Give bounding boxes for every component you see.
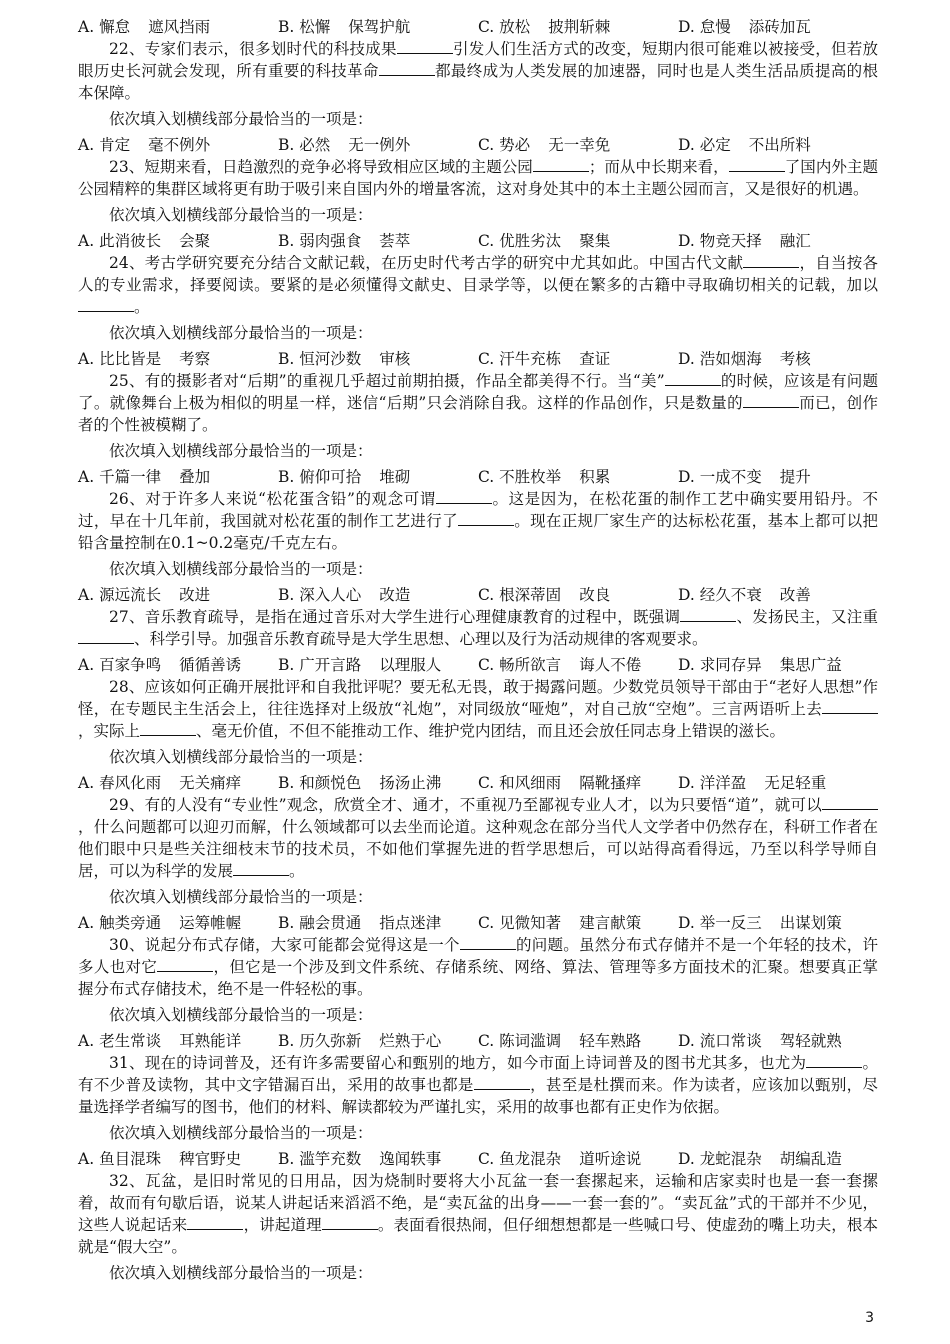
question-prompt: 依次填入划横线部分最恰当的一项是：: [109, 748, 373, 766]
blank: [436, 488, 492, 504]
q23-option-b: B. 弱肉强食 荟萃: [278, 232, 411, 250]
q30-option-a: A. 老生常谈 耳熟能详: [78, 1032, 242, 1050]
q23-option-c: C. 优胜劣汰 聚集: [478, 232, 611, 250]
question-prompt: 依次填入划横线部分最恰当的一项是：: [109, 442, 373, 460]
q25-option-c: C. 不胜枚举 积累: [478, 468, 611, 486]
q23-option-a: A. 此消彼长 会聚: [78, 232, 211, 250]
q26-option-a: A. 源远流长 改进: [78, 586, 211, 604]
q29-option-d: D. 举一反三 出谋划策: [678, 914, 842, 932]
q21-option-b: B. 松懈 保驾护航: [278, 18, 411, 36]
q31-options: [78, 1148, 878, 1170]
q23-option-d: D. 物竞天择 融汇: [678, 232, 811, 250]
question-prompt: 依次填入划横线部分最恰当的一项是：: [109, 1006, 373, 1024]
blank: [397, 38, 453, 54]
q26-option-b: B. 深入人心 改造: [278, 586, 411, 604]
question-30: 30、说起分布式存储，大家可能都会觉得这是一个 的问题。虽然分布式存储并不是一个年轻的技术，许多人也对它 ，但它是一个涉及到文件系统、存储系统、网络、算法、管理等多方面技术的汇聚。想要真正掌握分布式存储技术，绝不是一件轻松的事。: [78, 936, 878, 998]
page-number: 3: [865, 1310, 874, 1326]
question-29: 29、有的人没有“专业性”观念，欣赏全才、通才，不重视乃至鄙视专业人才，以为只要悟“道”，就可以，什么问题都可以迎刃而解，什么领域都可以去坐而论道。这种观念在部分当代人文学者中仍然存在，科研工作者在他们眼中只是些关注细枝末节的技术员，不如他们掌握先进的哲学思想后，可以站得高看得远，乃至以科学导师自居，可以为科学的发展 。: [78, 796, 878, 880]
blank: [806, 1052, 862, 1068]
q24-options: [78, 348, 878, 370]
q28-option-a: A. 春风化雨 无关痛痒: [78, 774, 242, 792]
q28-option-c: C. 和风细雨 隔靴搔痒: [478, 774, 642, 792]
question-prompt: 依次填入划横线部分最恰当的一项是：: [109, 110, 373, 128]
blank: [379, 60, 435, 76]
blank: [78, 628, 134, 644]
q30-option-c: C. 陈词滥调 轻车熟路: [478, 1032, 642, 1050]
question-22: 22、专家们表示，很多划时代的科技成果 引发人们生活方式的改变，短期内很可能难以被接受，但若放眼历史长河就会发现，所有重要的科技革命 都最终成为人类发展的加速器，同时也是人类生活品质提高的根本保障。: [78, 40, 878, 102]
blank: [533, 156, 589, 172]
q31-option-c: C. 鱼龙混杂 道听途说: [478, 1150, 642, 1168]
blank: [157, 956, 213, 972]
blank: [187, 1214, 243, 1230]
q22-option-d: D. 必定 不出所料: [678, 136, 811, 154]
q27-option-b: B. 广开言路 以理服人: [278, 656, 442, 674]
q29-option-b: B. 融会贯通 指点迷津: [278, 914, 442, 932]
question-31: 31、现在的诗词普及，还有许多需要留心和甄别的地方，如今市面上诗词普及的图书尤其多，也尤为 。有不少普及读物，其中文字错漏百出，采用的故事也都是 ，甚至是杜撰而来。作为读者，应该加以甄别，尽量选择学者编写的图书，他们的材料、解读都较为严谨扎实，采用的故事也都有正史作为依据。: [78, 1054, 878, 1116]
question-24: 24、考古学研究要充分结合文献记载，在历史时代考古学的研究中尤其如此。中国古代文献 ，自当按各人的专业需求，择要阅读。要紧的是必须懂得文献史、目录学等，以便在繁多的古籍中寻取确切相关的记载，加以。: [78, 254, 878, 316]
q24-option-c: C. 汗牛充栋 查证: [478, 350, 611, 368]
q30-options: [78, 1030, 878, 1052]
q31-option-d: D. 龙蛇混杂 胡编乱造: [678, 1150, 842, 1168]
document-page: [78, 12, 878, 1284]
question-28: 28、应该如何正确开展批评和自我批评呢？要无私无畏，敢于揭露问题。少数党员领导干部由于“老好人思想”作怪，在专题民主生活会上，往往选择对上级放“礼炮”，对同级放“哑炮”，对自己放“空炮”。三言两语听上去，实际上 、毫无价值，不但不能推动工作、维护党内团结，而且还会放任同志身上错误的滋长。: [78, 678, 878, 740]
question-prompt: 依次填入划横线部分最恰当的一项是：: [109, 206, 373, 224]
q29-option-a: A. 触类旁通 运筹帷幄: [78, 914, 242, 932]
q26-option-d: D. 经久不衰 改善: [678, 586, 811, 604]
blank: [474, 1074, 530, 1090]
blank: [822, 794, 878, 810]
q28-options: [78, 772, 878, 794]
q28-option-d: D. 洋洋盈 无足轻重: [678, 774, 827, 792]
question-prompt: 依次填入划横线部分最恰当的一项是：: [109, 1264, 373, 1282]
blank: [233, 860, 289, 876]
q22-options: [78, 134, 878, 156]
q22-option-b: B. 必然 无一例外: [278, 136, 411, 154]
q21-option-a: A. 懈怠 遮风挡雨: [78, 18, 211, 36]
q30-option-b: B. 历久弥新 烂熟于心: [278, 1032, 442, 1050]
question-prompt: 依次填入划横线部分最恰当的一项是：: [109, 1124, 373, 1142]
blank: [322, 1214, 378, 1230]
question-prompt: 依次填入划横线部分最恰当的一项是：: [109, 324, 373, 342]
blank: [665, 370, 721, 386]
q28-option-b: B. 和颜悦色 扬汤止沸: [278, 774, 442, 792]
question-32: 32、瓦盆，是旧时常见的日用品，因为烧制时要将大小瓦盆一套一套摞起来，运输和店家卖时也是一套一套摞着，故而有句歇后语，说某人讲起话来滔滔不绝，是“卖瓦盆的出身——一套一套的”。“卖瓦盆”式的干部并不少见，这些人说起话来 ，讲起道理 。表面看很热闹，但仔细想想都是一些喊口号、使虚劲的嘴上功夫，根本就是“假大空”。: [78, 1172, 878, 1256]
blank: [458, 510, 514, 526]
q22-option-a: A. 肯定 毫不例外: [78, 136, 211, 154]
q31-option-a: A. 鱼目混珠 稗官野史: [78, 1150, 242, 1168]
question-prompt: 依次填入划横线部分最恰当的一项是：: [109, 560, 373, 578]
question-23: 23、短期来看，日趋激烈的竞争必将导致相应区域的主题公园 ；而从中长期来看， 了国内外主题公园精粹的集群区域将更有助于吸引来自国内外的增量客流，这对身处其中的本土主题公园而言，又是很好的机遇。: [78, 158, 878, 198]
q25-option-d: D. 一成不变 提升: [678, 468, 811, 486]
q27-options: [78, 654, 878, 676]
question-prompt: 依次填入划横线部分最恰当的一项是：: [109, 888, 373, 906]
blank: [78, 296, 134, 312]
q30-option-d: D. 流口常谈 驾轻就熟: [678, 1032, 842, 1050]
blank: [729, 156, 785, 172]
blank: [460, 934, 516, 950]
q25-option-a: A. 千篇一律 叠加: [78, 468, 211, 486]
q21-option-c: C. 放松 披荆斩棘: [478, 18, 611, 36]
q26-options: [78, 584, 878, 606]
blank: [822, 698, 878, 714]
q23-options: [78, 230, 878, 252]
q25-options: [78, 466, 878, 488]
q21-options: [78, 16, 878, 38]
q26-option-c: C. 根深蒂固 改良: [478, 586, 611, 604]
blank: [680, 606, 736, 622]
q22-option-c: C. 势必 无一幸免: [478, 136, 611, 154]
q29-options: [78, 912, 878, 934]
blank: [140, 720, 196, 736]
question-26: 26、对于许多人来说“松花蛋含铅”的观念可谓 。这是因为，在松花蛋的制作工艺中确实要用铅丹。不过，早在十几年前，我国就对松花蛋的制作工艺进行了 。现在正规厂家生产的达标松花蛋，基本上都可以把铅含量控制在0.1~0.2毫克/千克左右。: [78, 490, 878, 552]
q31-option-b: B. 滥竽充数 逸闻轶事: [278, 1150, 442, 1168]
q25-option-b: B. 俯仰可拾 堆砌: [278, 468, 411, 486]
q24-option-a: A. 比比皆是 考察: [78, 350, 211, 368]
q29-option-c: C. 见微知著 建言献策: [478, 914, 642, 932]
blank: [743, 252, 799, 268]
question-27: 27、音乐教育疏导，是指在通过音乐对大学生进行心理健康教育的过程中，既强调 、发扬民主，又注重、科学引导。加强音乐教育疏导是大学生思想、心理以及行为活动规律的客观要求。: [78, 606, 878, 650]
q24-option-b: B. 恒河沙数 审核: [278, 350, 411, 368]
q27-option-c: C. 畅所欲言 诲人不倦: [478, 656, 642, 674]
q27-option-a: A. 百家争鸣 循循善诱: [78, 656, 242, 674]
q24-option-d: D. 浩如烟海 考核: [678, 350, 811, 368]
question-25: 25、有的摄影者对“后期”的重视几乎超过前期拍摄，作品全都美得不行。当“美” 的时候，应该是有问题了。就像舞台上极为相似的明星一样，迷信“后期”只会消除自我。这样的作品创作，只是数量的 而已，创作者的个性被模糊了。: [78, 372, 879, 434]
blank: [743, 392, 799, 408]
q27-option-d: D. 求同存异 集思广益: [678, 656, 842, 674]
q21-option-d: D. 怠慢 添砖加瓦: [678, 18, 811, 36]
